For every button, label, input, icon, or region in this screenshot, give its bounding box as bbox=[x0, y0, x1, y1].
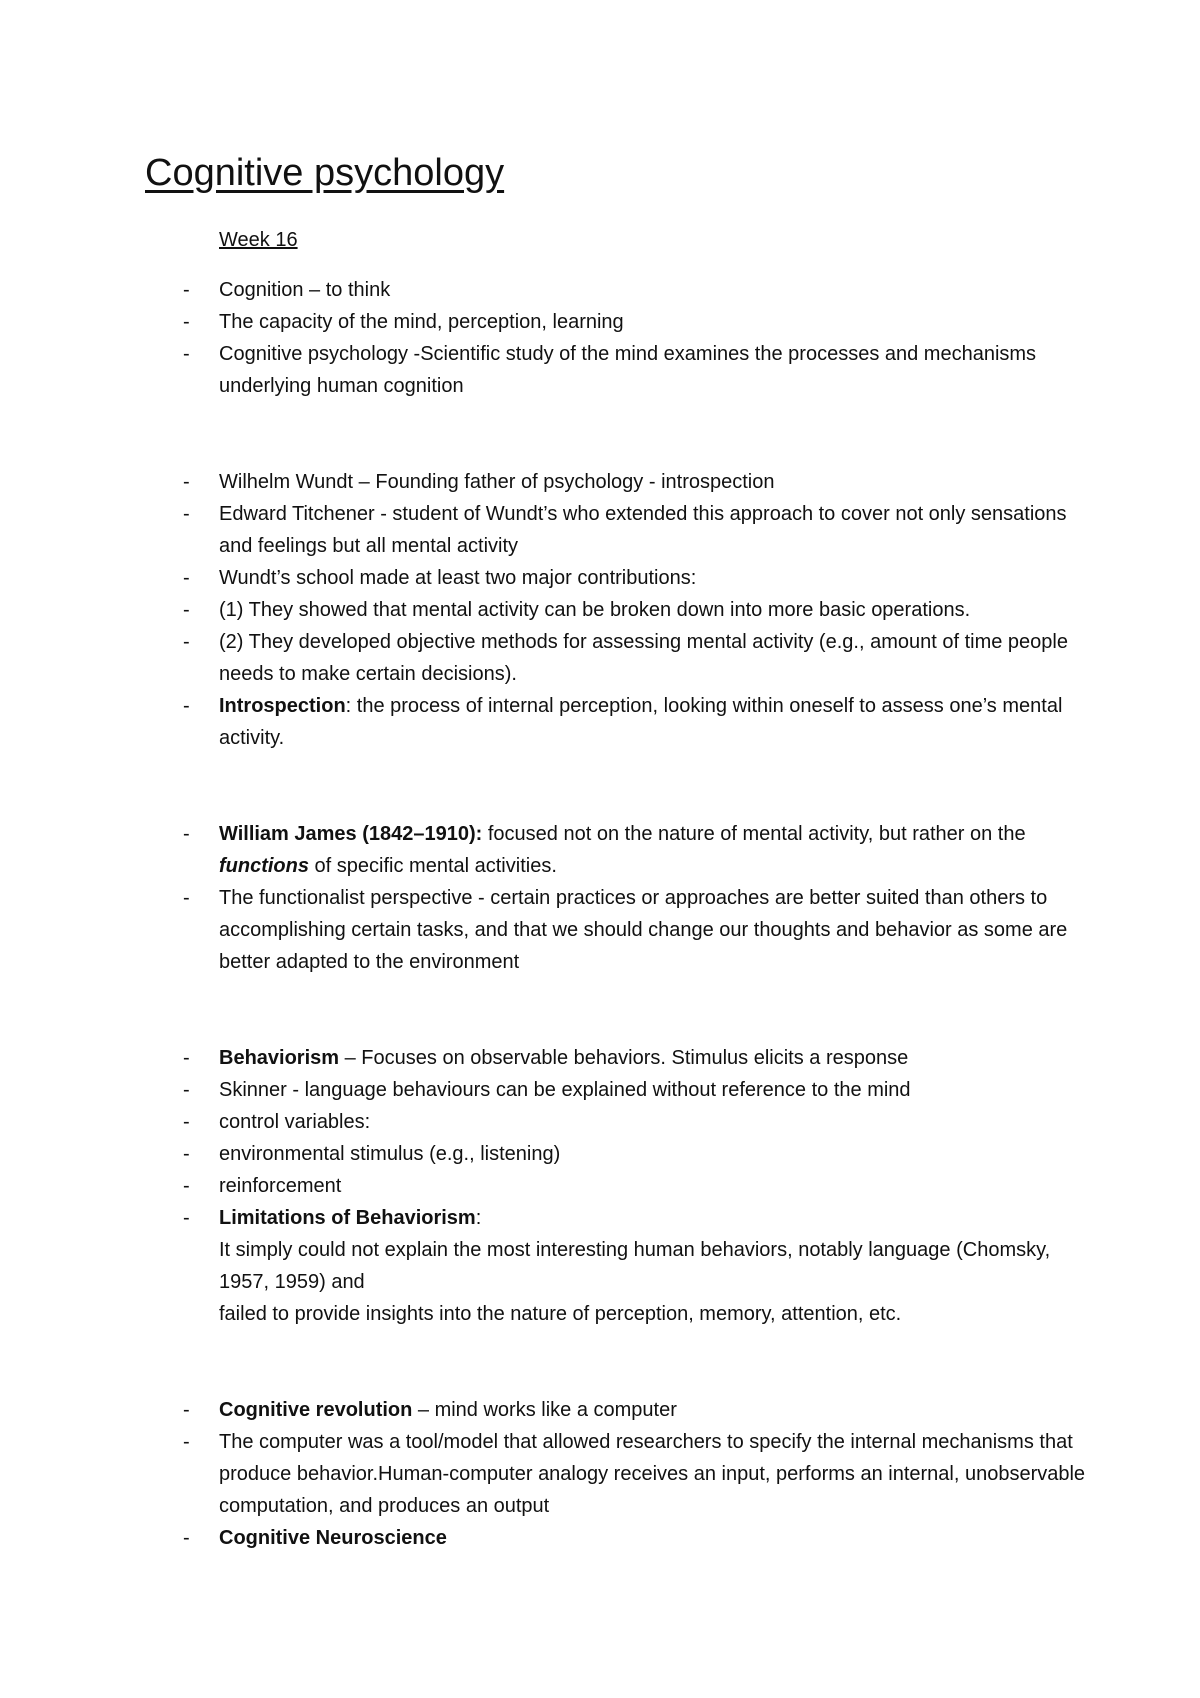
term-cognitive-neuroscience: Cognitive Neuroscience bbox=[219, 1527, 447, 1549]
emphasis-functions: functions bbox=[219, 855, 309, 877]
bullet-dash: - bbox=[183, 599, 190, 621]
item-continuation: failed to provide insights into the nature of perception, memory, attention, etc. bbox=[219, 1303, 902, 1325]
item-text: (2) They developed objective methods for assessing mental activity (e.g., amount of time people needs to make certain decisions). bbox=[219, 631, 1068, 685]
bullet-dash: - bbox=[183, 1111, 190, 1133]
term-william-james: William James (1842–1910): bbox=[219, 823, 483, 845]
section-gap bbox=[0, 1330, 1200, 1394]
list-item bbox=[0, 882, 1099, 978]
week-heading: Week 16 bbox=[219, 229, 298, 251]
item-text: : the process of internal perception, looking within oneself to assess one’s mental activity. bbox=[219, 695, 1063, 749]
list-item bbox=[0, 1202, 1099, 1330]
bullet-dash: - bbox=[183, 823, 190, 845]
bullet-dash: - bbox=[183, 1399, 190, 1421]
bullet-dash: - bbox=[183, 1047, 190, 1069]
document-title: Cognitive psychology bbox=[145, 152, 505, 194]
bullet-dash: - bbox=[183, 1431, 190, 1453]
bullet-dash: - bbox=[183, 695, 190, 717]
term-cognitive-revolution: Cognitive revolution bbox=[219, 1399, 413, 1421]
list-item bbox=[0, 1106, 1099, 1138]
item-text: focused not on the nature of mental activity, but rather on the bbox=[482, 823, 1026, 845]
item-text: Edward Titchener - student of Wundt’s who extended this approach to cover not only sensations and feelings but all mental activity bbox=[219, 503, 1067, 557]
list-item bbox=[0, 818, 1099, 882]
bullet-dash: - bbox=[183, 311, 190, 333]
section-gap bbox=[0, 754, 1200, 818]
bullet-dash: - bbox=[183, 1527, 190, 1549]
list-item bbox=[0, 466, 1099, 498]
list-item bbox=[0, 1074, 1099, 1106]
list-item bbox=[0, 338, 1099, 402]
bullet-dash: - bbox=[183, 1175, 190, 1197]
item-text: The computer was a tool/model that allowed researchers to specify the internal mechanisms that produce behavior.Human-computer analogy receives an input, performs an internal, unobservable computation, and produces an output bbox=[219, 1431, 1086, 1517]
notes-list bbox=[0, 274, 1200, 1554]
list-item bbox=[0, 1522, 1099, 1554]
list-item bbox=[0, 306, 1099, 338]
term-behaviorism: Behaviorism bbox=[219, 1047, 340, 1069]
item-text: – Focuses on observable behaviors. Stimulus elicits a response bbox=[339, 1047, 909, 1069]
item-text: control variables: bbox=[219, 1111, 371, 1133]
item-text: Cognition – to think bbox=[219, 279, 391, 301]
item-text: of specific mental activities. bbox=[309, 855, 557, 877]
list-item bbox=[0, 690, 1099, 754]
bullet-dash: - bbox=[183, 1207, 190, 1229]
section-gap bbox=[0, 978, 1200, 1042]
list-item bbox=[0, 626, 1099, 690]
bullet-dash: - bbox=[183, 343, 190, 365]
bullet-dash: - bbox=[183, 887, 190, 909]
list-item bbox=[0, 274, 1099, 306]
bullet-dash: - bbox=[183, 1079, 190, 1101]
item-text: – mind works like a computer bbox=[412, 1399, 677, 1421]
item-text: The functionalist perspective - certain practices or approaches are better suited than others to accomplishing certain tasks, and that we should change our thoughts and behavior as some are better adapted to the environment bbox=[219, 887, 1068, 973]
list-item bbox=[0, 562, 1099, 594]
item-text: The capacity of the mind, perception, learning bbox=[219, 311, 624, 333]
list-item bbox=[0, 1426, 1099, 1522]
bullet-dash: - bbox=[183, 279, 190, 301]
term-limitations-of-behaviorism: Limitations of Behaviorism bbox=[219, 1207, 476, 1229]
term-introspection: Introspection bbox=[219, 695, 346, 717]
bullet-dash: - bbox=[183, 471, 190, 493]
item-text: Cognitive psychology -Scientific study of the mind examines the processes and mechanisms underlying human cognition bbox=[219, 343, 1037, 397]
item-text: : bbox=[475, 1207, 482, 1229]
item-text: Wilhelm Wundt – Founding father of psychology - introspection bbox=[219, 471, 775, 493]
item-text: Wundt’s school made at least two major contributions: bbox=[219, 567, 697, 589]
item-text: (1) They showed that mental activity can be broken down into more basic operations. bbox=[219, 599, 971, 621]
list-item bbox=[0, 1394, 1099, 1426]
item-continuation: It simply could not explain the most interesting human behaviors, notably language (Chomsky, 1957, 1959) and bbox=[219, 1239, 1051, 1293]
bullet-dash: - bbox=[183, 567, 190, 589]
list-item bbox=[0, 1042, 1099, 1074]
item-text: Skinner - language behaviours can be explained without reference to the mind bbox=[219, 1079, 911, 1101]
list-item bbox=[0, 1138, 1099, 1170]
section-gap bbox=[0, 402, 1200, 466]
bullet-dash: - bbox=[183, 1143, 190, 1165]
item-text: environmental stimulus (e.g., listening) bbox=[219, 1143, 561, 1165]
list-item bbox=[0, 594, 1099, 626]
item-text: reinforcement bbox=[219, 1175, 342, 1197]
list-item bbox=[0, 1170, 1099, 1202]
bullet-dash: - bbox=[183, 503, 190, 525]
list-item bbox=[0, 498, 1099, 562]
bullet-dash: - bbox=[183, 631, 190, 653]
